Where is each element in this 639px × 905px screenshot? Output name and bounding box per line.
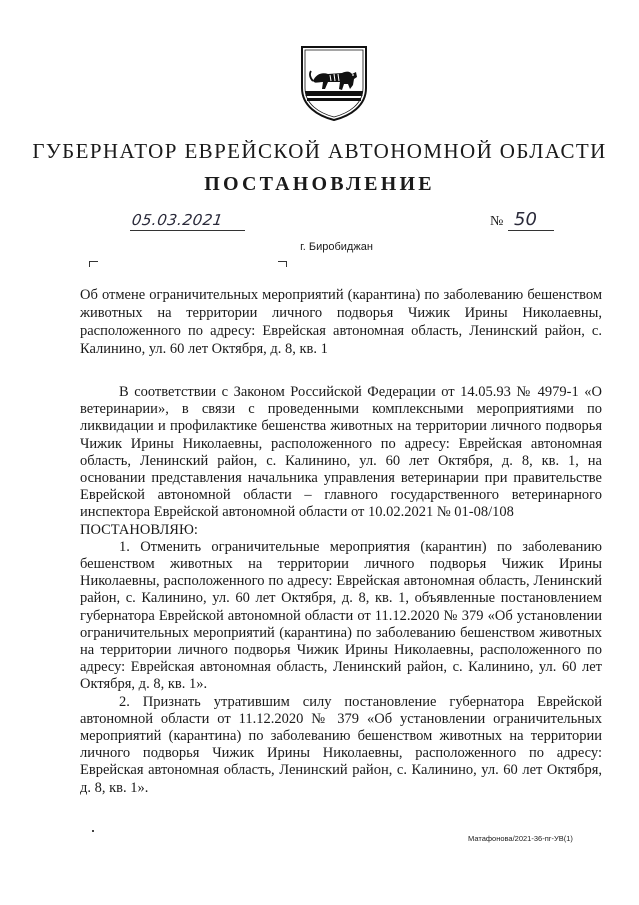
subject-text: Об отмене ограничительных мероприятий (карантина) по заболеванию бешенством животных на территории личного подворья Чижик Ирины Николаевны, расположенного по адресу: Еврейская автономная область, Ленинский район, с. Калинино, ул. 60 лет Октября, д. 8, кв. 1	[80, 287, 602, 357]
number-field	[508, 208, 554, 231]
scan-dot-mark	[92, 830, 94, 832]
issuing-city: г. Биробиджан	[300, 241, 373, 253]
governor-title: ГУБЕРНАТОР ЕВРЕЙСКОЙ АВТОНОМНОЙ ОБЛАСТИ	[32, 139, 607, 163]
document-type-heading: ПОСТАНОВЛЕНИЕ	[204, 173, 435, 195]
coat-of-arms-emblem	[298, 44, 370, 122]
subject-corner-bracket-left	[89, 261, 98, 267]
coat-of-arms-tiger-icon	[298, 44, 370, 122]
decree-item-2: 2. Признать утратившим силу постановление губернатора Еврейской автономной области от 11.12.2020 № 379 «Об установлении ограничительных мероприятий (карантина) по заболеванию бешенством животных на территории личного подворья Чижик Ирины Николаевны, расположенного по адресу: Еврейская автономная область, Ленинский район, с. Калинино, ул. 60 лет Октября, д. 8, кв. 1».	[80, 693, 602, 796]
decree-item-1: 1. Отменить ограничительные мероприятия (карантин) по заболеванию бешенством животных на территории личного подворья Чижик Ирины Николаевны, расположенного по адресу: Еврейская автономная область, Ленинский район, с. Калинино, ул. 60 лет Октября, д. 8, кв. 1, объявленные постановлением губернатора Еврейской автономной области от 11.12.2020 № 379 «Об установлении ограничительных мероприятий (карантина) по заболеванию бешенством животных на территории личного подворья Чижик Ирины Николаевны, расположенного по адресу: Еврейская автономная область, Ленинский район, с. Калинино, ул. 60 лет Октября, д. 8, кв. 1».	[80, 538, 602, 693]
decree-word: ПОСТАНОВЛЯЮ:	[80, 521, 198, 538]
document-subject	[80, 286, 602, 358]
date-field	[130, 208, 245, 231]
document-number: 50	[514, 209, 537, 230]
preamble-paragraph: В соответствии с Законом Российской Федерации от 14.05.93 № 4979-1 «О ветеринарии», в связи с проведенными комплексными мероприятиями по ликвидации и профилактике бешенства животных на территории личного подворья Чижик Ирины Николаевны, расположенного по адресу: Еврейская автономная область, Ленинский район, с. Калинино, ул. 60 лет Октября, д. 8, кв. 1, на основании представления начальника управления ветеринарии при правительстве Еврейской автономной области – главного государственного ветеринарного инспектора Еврейской автономной области от 10.02.2021 № 01-08/108	[80, 384, 602, 521]
footer-reference-code: Матафонова/2021-36-пг-УВ(1)	[468, 834, 573, 843]
document-body	[80, 384, 602, 797]
document-date: 05.03.2021	[130, 211, 225, 229]
number-label: №	[490, 214, 504, 229]
subject-corner-bracket-right	[278, 261, 287, 267]
